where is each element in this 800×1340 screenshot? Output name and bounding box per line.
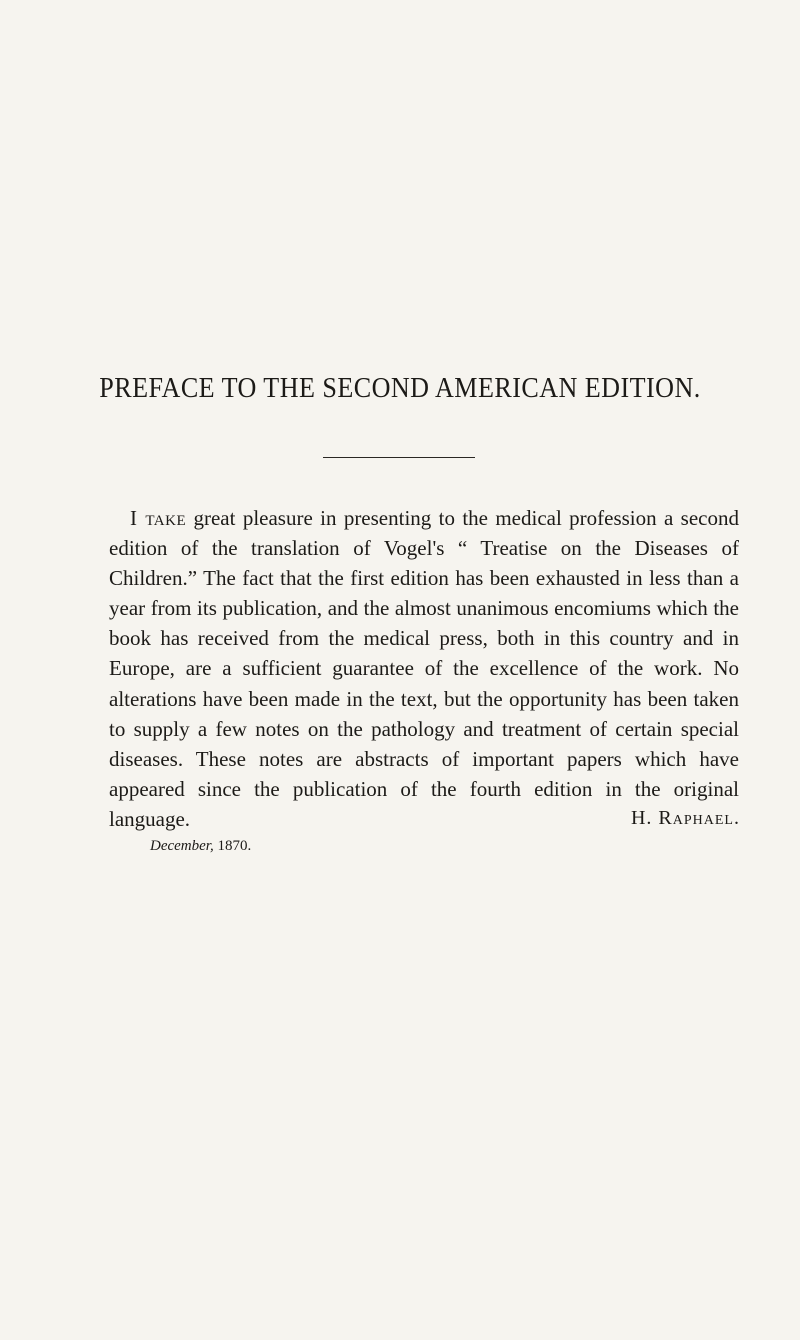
- author-signature: H. Raphael.: [630, 807, 740, 829]
- preface-date: [150, 838, 251, 855]
- title-divider: [323, 457, 475, 458]
- page-title: PREFACE TO THE SECOND AMERICAN EDITION.: [99, 372, 701, 404]
- date-month: December,: [150, 838, 214, 854]
- paragraph-lead: I take: [130, 506, 187, 530]
- preface-paragraph: [109, 503, 739, 834]
- paragraph-text: great pleasure in presenting to the medical profession a second edition of the translation of Vogel's “ Treatise on the Diseases of Children.” The fact that the first edition has been exhausted in less than a year from its publication, and the almost unanimous encomiums which the book has received from the medical press, both in this country and in Europe, are a sufficient guarantee of the excellence of the work. No alterations have been made in the text, but the opportunity has been taken to supply a few notes on the pathology and treatment of certain special diseases. These notes are abstracts of important papers which have appeared since the publication of the fourth edition in the original language.: [109, 506, 739, 831]
- date-year: 1870.: [213, 838, 252, 854]
